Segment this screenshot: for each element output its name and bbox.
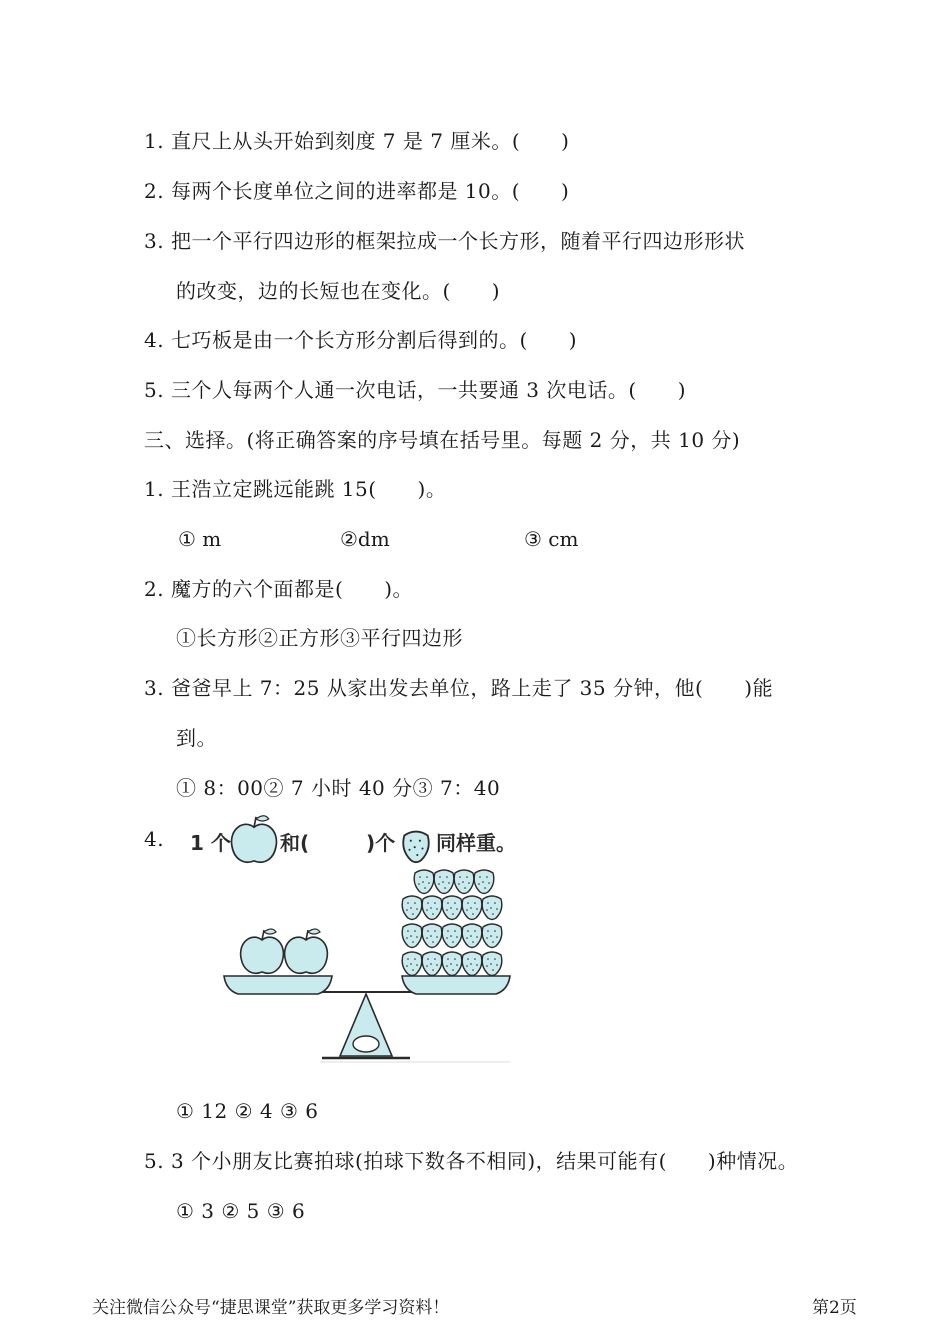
- question-4-figure: [180, 808, 540, 1070]
- strawberry-icon: [462, 952, 482, 976]
- strawberry-icon: [422, 924, 442, 948]
- question-2-stem: 2. 魔方的六个面都是( )。: [144, 577, 414, 601]
- strawberry-icon: [442, 924, 462, 948]
- figure-label-count: 1 个: [190, 831, 231, 855]
- strawberry-icon: [462, 924, 482, 948]
- figure-label-close: )个: [366, 831, 396, 855]
- item-number: 4.: [144, 328, 165, 352]
- balance-scale: [224, 976, 510, 1062]
- strawberry-icon: [482, 896, 502, 920]
- strawberry-icon: [402, 896, 422, 920]
- item-text: 每两个长度单位之间的进率都是 10。( ): [170, 179, 570, 203]
- question-3-options: ① 8：00② 7 小时 40 分③ 7：40: [176, 776, 501, 800]
- question-5-stem: 5. 3 个小朋友比赛拍球(拍球下数各不相同)，结果可能有( )种情况。: [144, 1149, 799, 1173]
- question-1-option-2: ②dm: [340, 527, 390, 551]
- judgement-item-1: [144, 128, 569, 154]
- question-2-options: ①长方形②正方形③平行四边形: [176, 626, 463, 650]
- judgement-item-3-continuation: 的改变，边的长短也在变化。( ): [176, 279, 501, 303]
- judgement-item-4: [144, 327, 577, 353]
- strawberry-icon: [442, 896, 462, 920]
- strawberry-icon: [402, 924, 422, 948]
- strawberry-icon: [482, 952, 502, 976]
- strawberry-icon: [422, 896, 442, 920]
- footer-note: 关注微信公众号“捷思课堂”获取更多学习资料！: [92, 1298, 450, 1318]
- item-text: 把一个平行四边形的框架拉成一个长方形，随着平行四边形形状: [170, 229, 745, 253]
- item-number: 1.: [144, 129, 165, 153]
- strawberry-icon: [402, 952, 422, 976]
- strawberry-icon: [482, 924, 502, 948]
- question-5-options: ① 3 ② 5 ③ 6: [176, 1199, 306, 1223]
- item-number: 5.: [144, 378, 165, 402]
- figure-label-and: 和(: [280, 831, 310, 855]
- question-3-stem: 3. 爸爸早上 7：25 从家出发去单位，路上走了 35 分钟，他( )能: [144, 676, 774, 700]
- figure-label-tail: 同样重。: [436, 831, 516, 855]
- question-1-stem: 1. 王浩立定跳远能跳 15( )。: [144, 477, 447, 501]
- item-text: 七巧板是由一个长方形分割后得到的。( ): [170, 328, 578, 352]
- strawberry-icon: [422, 952, 442, 976]
- strawberry-icon: [442, 952, 462, 976]
- page-number: 第2页: [812, 1298, 857, 1318]
- question-1-option-3: ③ cm: [524, 527, 579, 551]
- apple-icon: [241, 929, 284, 973]
- strawberry-icon: [454, 870, 474, 894]
- item-text: 三个人每两个人通一次电话，一共要通 3 次电话。( ): [170, 378, 686, 402]
- question-3-continuation: 到。: [176, 726, 217, 750]
- section-heading: 三、选择。(将正确答案的序号填在括号里。每题 2 分，共 10 分): [144, 428, 741, 452]
- judgement-item-5: [144, 377, 686, 403]
- strawberry-icon: [434, 870, 454, 894]
- item-number: 3.: [144, 229, 165, 253]
- item-number: 2.: [144, 179, 165, 203]
- question-4-number: 4.: [144, 827, 165, 851]
- strawberry-icon: [414, 870, 434, 894]
- question-4-options: ① 12 ② 4 ③ 6: [176, 1099, 319, 1123]
- apple-icon: [232, 816, 277, 862]
- strawberry-icon: [462, 896, 482, 920]
- apple-icon: [285, 929, 328, 973]
- strawberry-icon: [474, 870, 494, 894]
- judgement-item-2: [144, 178, 569, 204]
- judgement-item-3: [144, 228, 745, 254]
- question-1-option-1: ① m: [178, 527, 222, 551]
- item-text: 直尺上从头开始到刻度 7 是 7 厘米。( ): [170, 129, 570, 153]
- strawberry-icon: [403, 832, 429, 863]
